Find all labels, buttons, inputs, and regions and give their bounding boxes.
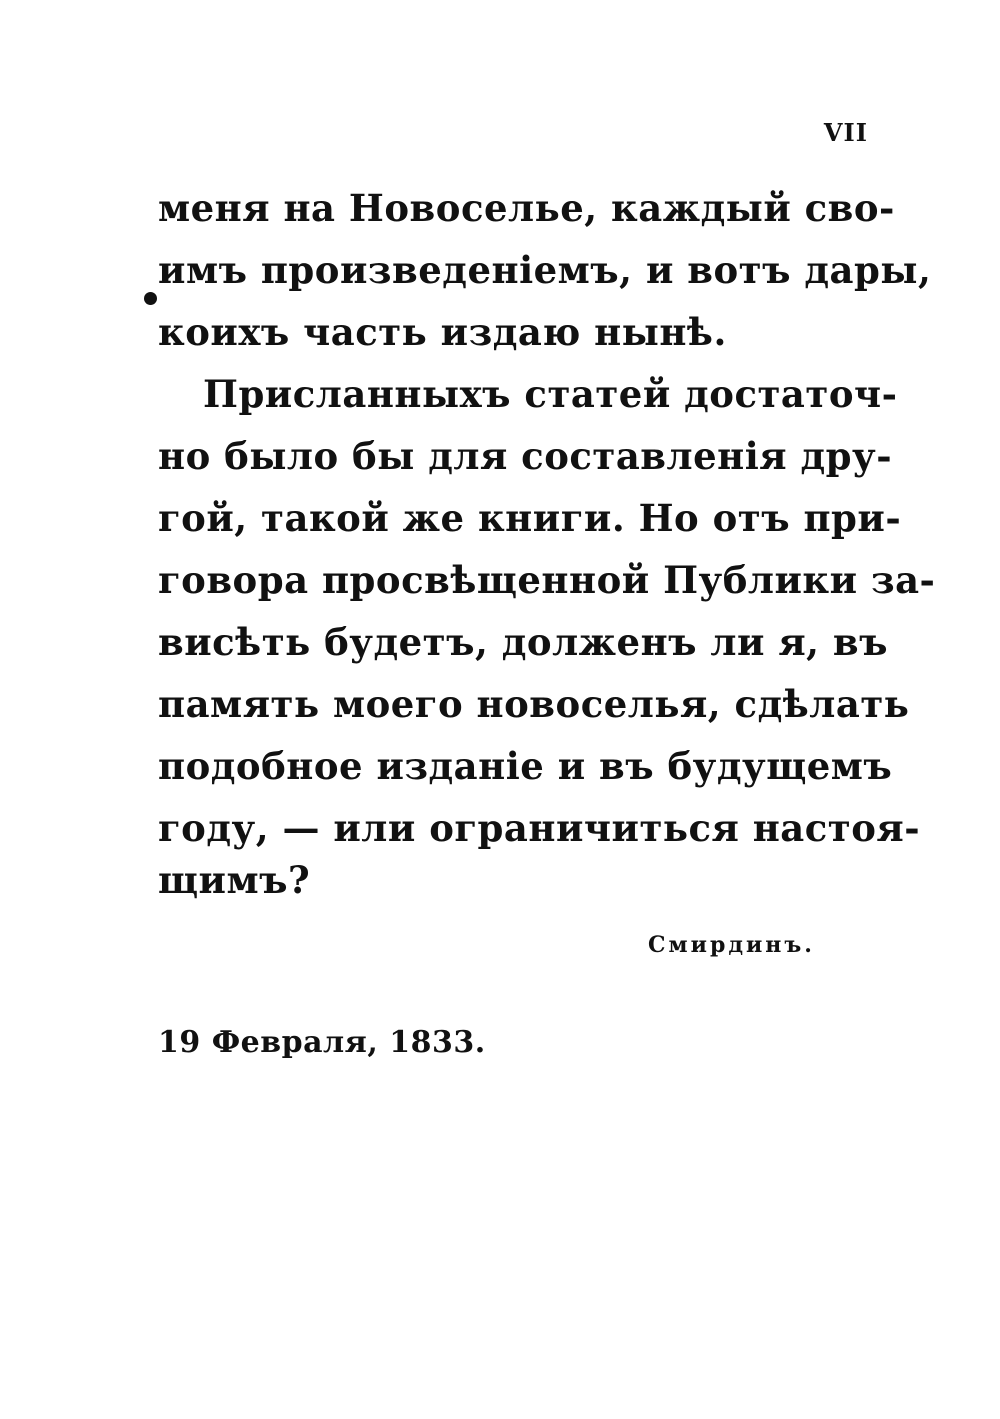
date-line: 19 Февраля, 1833. — [158, 1025, 486, 1060]
signature: Смирдинъ. — [648, 932, 815, 958]
text-line-2: имъ произведеніемъ, и вотъ дары, — [158, 248, 932, 292]
text-line-3: коихъ часть издаю нынѣ. — [158, 310, 727, 354]
text-line-1: меня на Новоселье, каждый сво- — [158, 186, 895, 230]
text-line-12: щимъ? — [158, 858, 311, 902]
text-line-5: но было бы для составленія дру- — [158, 434, 893, 478]
page-number: VII — [823, 118, 868, 147]
ink-dot-mark — [144, 292, 157, 305]
text-line-10: подобное изданіе и въ будущемъ — [158, 744, 893, 788]
text-line-4: Присланныхъ статей достаточ- — [203, 372, 898, 416]
text-line-6: гой, такой же книги. Но отъ при- — [158, 496, 902, 540]
text-line-9: память моего новоселья, сдѣлать — [158, 682, 910, 726]
text-line-11: году, — или ограничиться настоя- — [158, 806, 921, 850]
text-line-7: говора просвѣщенной Публики за- — [158, 558, 936, 602]
text-line-8: висѣть будетъ, долженъ ли я, въ — [158, 620, 889, 664]
